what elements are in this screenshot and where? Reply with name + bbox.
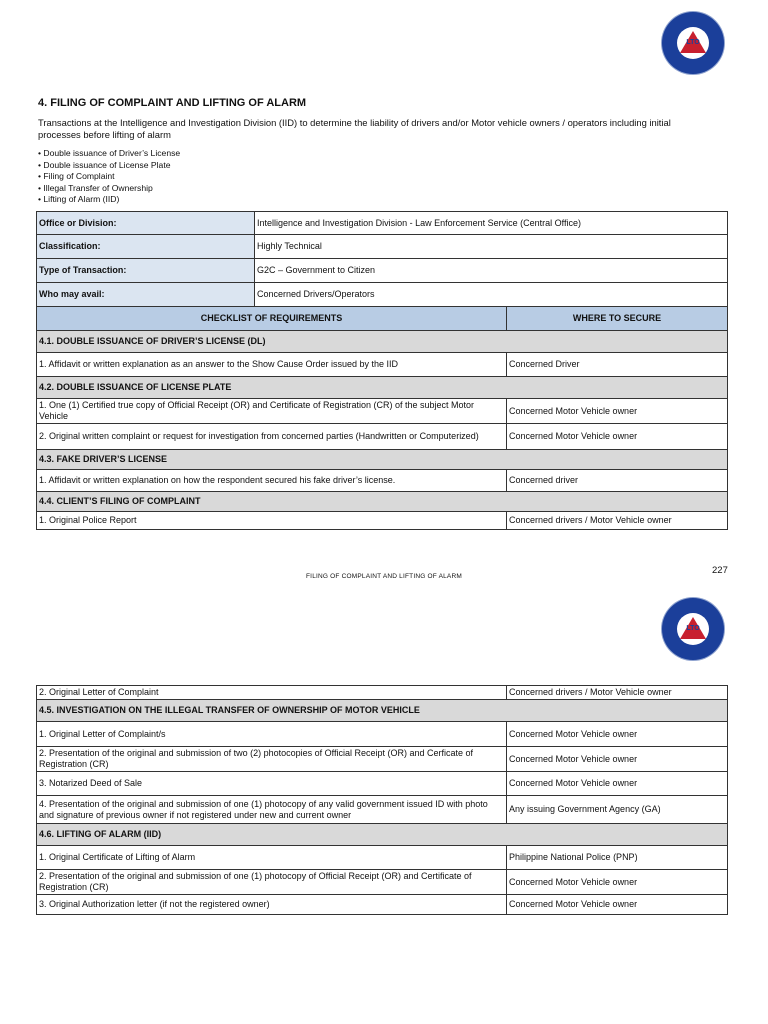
section-row (37, 331, 728, 353)
section-row (37, 492, 728, 512)
requirement-cell: 2. Presentation of the original and submission of one (1) photocopy of Official Receipt (OR) and Certificate of Registration (CR) (37, 870, 507, 895)
table-row (37, 235, 728, 259)
list-item: • Filing of Complaint (38, 171, 180, 183)
table-row (37, 846, 728, 870)
intro-paragraph: Transactions at the Intelligence and Investigation Division (IID) to determine the liability of drivers and/or Motor vehicle owners / operators including initial processes before lifting of alarm (38, 117, 671, 140)
list-item: • Illegal Transfer of Ownership (38, 183, 180, 195)
transaction-type-value: G2C – Government to Citizen (255, 259, 728, 283)
table-row (37, 772, 728, 796)
table-header-row (37, 307, 728, 331)
classification-label: Classification: (37, 235, 255, 259)
section-4-4-title: 4.4. CLIENT’S FILING OF COMPLAINT (37, 492, 728, 512)
where-to-secure-cell: Any issuing Government Agency (GA) (507, 796, 728, 824)
section-4-3-title: 4.3. FAKE DRIVER’S LICENSE (37, 450, 728, 470)
page-number: 227 (712, 565, 728, 576)
section-4-5-title: 4.5. INVESTIGATION ON THE ILLEGAL TRANSFER OF OWNERSHIP OF MOTOR VEHICLE (37, 700, 728, 722)
where-to-secure-cell: Concerned Motor Vehicle owner (507, 747, 728, 772)
table-row (37, 686, 728, 700)
requirement-cell: 1. Original Letter of Complaint/s (37, 722, 507, 747)
table-row (37, 796, 728, 824)
requirement-cell: 1. Affidavit or written explanation on how the respondent secured his fake driver’s license. (37, 470, 507, 492)
lto-seal-logo (662, 12, 724, 74)
list-item: • Lifting of Alarm (IID) (38, 194, 180, 206)
where-to-secure-cell: Philippine National Police (PNP) (507, 846, 728, 870)
requirements-table-page1 (36, 211, 728, 530)
where-to-secure-cell: Concerned Motor Vehicle owner (507, 772, 728, 796)
seal-center-text: LTO (686, 625, 700, 632)
where-to-secure-cell: Concerned Motor Vehicle owner (507, 722, 728, 747)
requirement-cell: 3. Notarized Deed of Sale (37, 772, 507, 796)
section-row (37, 450, 728, 470)
requirement-cell: 1. Affidavit or written explanation as an answer to the Show Cause Order issued by the IID (37, 353, 507, 377)
where-to-secure-cell: Concerned driver (507, 470, 728, 492)
section-row (37, 700, 728, 722)
transaction-type-label: Type of Transaction: (37, 259, 255, 283)
table-row (37, 353, 728, 377)
table-row (37, 722, 728, 747)
office-value: Intelligence and Investigation Division - Law Enforcement Service (Central Office) (255, 212, 728, 235)
section-title: 4. FILING OF COMPLAINT AND LIFTING OF ALARM (38, 97, 307, 109)
section-4-6-title: 4.6. LIFTING OF ALARM (IID) (37, 824, 728, 846)
section-4-2-title: 4.2. DOUBLE ISSUANCE OF LICENSE PLATE (37, 377, 728, 399)
table-row (37, 747, 728, 772)
table-row (37, 259, 728, 283)
who-may-avail-value: Concerned Drivers/Operators (255, 283, 728, 307)
where-to-secure-cell: Concerned Motor Vehicle owner (507, 870, 728, 895)
who-may-avail-label: Who may avail: (37, 283, 255, 307)
lto-seal-logo (662, 598, 724, 660)
where-to-secure-cell: Concerned Motor Vehicle owner (507, 895, 728, 915)
requirement-cell: 2. Original Letter of Complaint (37, 686, 507, 700)
requirements-table-page2 (36, 685, 728, 915)
list-item: • Double issuance of License Plate (38, 160, 180, 172)
seal-center-text: LTO (686, 39, 700, 46)
table-row (37, 470, 728, 492)
running-footer: FILING OF COMPLAINT AND LIFTING OF ALARM (306, 573, 462, 580)
requirement-cell: 1. Original Police Report (37, 512, 507, 530)
table-row (37, 512, 728, 530)
requirement-cell: 2. Original written complaint or request for investigation from concerned parties (Handwritten or Computerized) (37, 424, 507, 450)
office-label: Office or Division: (37, 212, 255, 235)
checklist-header: CHECKLIST OF REQUIREMENTS (37, 307, 507, 331)
table-row (37, 399, 728, 424)
where-to-secure-header: WHERE TO SECURE (507, 307, 728, 331)
where-to-secure-cell: Concerned Driver (507, 353, 728, 377)
transaction-list (38, 148, 180, 206)
requirement-cell: 2. Presentation of the original and submission of two (2) photocopies of Official Receipt (OR) and Cerficate of Registration (CR) (37, 747, 507, 772)
where-to-secure-cell: Concerned Motor Vehicle owner (507, 424, 728, 450)
where-to-secure-cell: Concerned drivers / Motor Vehicle owner (507, 686, 728, 700)
list-item: • Double issuance of Driver’s License (38, 148, 180, 160)
table-row (37, 212, 728, 235)
classification-value: Highly Technical (255, 235, 728, 259)
where-to-secure-cell: Concerned Motor Vehicle owner (507, 399, 728, 424)
requirement-cell: 4. Presentation of the original and submission of one (1) photocopy of any valid government issued ID with photo and signature of previous owner if not registered under new and current owner (37, 796, 507, 824)
section-row (37, 824, 728, 846)
requirement-cell: 3. Original Authorization letter (if not the registered owner) (37, 895, 507, 915)
table-row (37, 895, 728, 915)
requirement-cell: 1. One (1) Certified true copy of Official Receipt (OR) and Certificate of Registration (CR) of the subject Motor Vehicle (37, 399, 507, 424)
requirement-cell: 1. Original Certificate of Lifting of Alarm (37, 846, 507, 870)
section-4-1-title: 4.1. DOUBLE ISSUANCE OF DRIVER’S LICENSE (DL) (37, 331, 728, 353)
table-row (37, 283, 728, 307)
table-row (37, 424, 728, 450)
table-row (37, 870, 728, 895)
section-row (37, 377, 728, 399)
where-to-secure-cell: Concerned drivers / Motor Vehicle owner (507, 512, 728, 530)
